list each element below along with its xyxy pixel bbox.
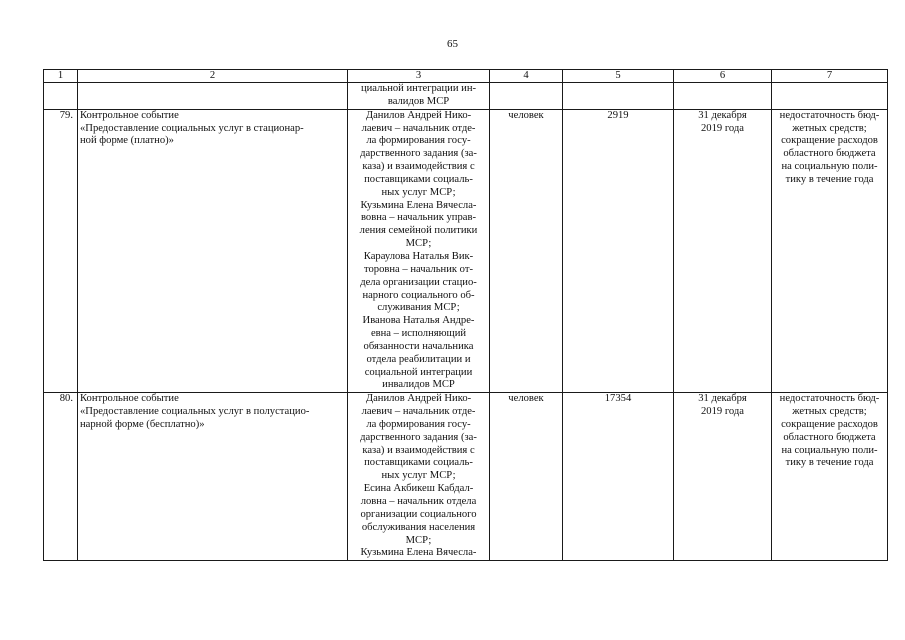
text-line: валидов МСР	[387, 95, 450, 107]
text-line: жетных средств;	[792, 122, 867, 134]
text-line: лаевич – начальник отде-	[361, 406, 476, 418]
text-line: сокращение расходов	[781, 135, 878, 147]
text-line: областного бюджета	[783, 148, 876, 160]
text-line: областного бюджета	[783, 431, 876, 443]
table-row	[44, 393, 888, 561]
text-line: организации социального	[360, 508, 477, 520]
document-table	[43, 69, 888, 561]
text-line: нарной форме (бесплатно)»	[80, 418, 205, 430]
text-line: дарственного задания (за-	[360, 431, 477, 443]
text-line: ла формирования госу-	[366, 135, 471, 147]
text-line: МСР;	[405, 238, 432, 250]
column-number: 7	[772, 70, 888, 83]
text-line: Иванова Наталья Андре-	[362, 315, 475, 327]
text-line: евна – исполняющий	[370, 328, 467, 340]
column-number: 4	[490, 70, 563, 83]
text-line: недостаточность бюд-	[779, 109, 880, 121]
text-line: Кузьмина Елена Вячесла-	[360, 199, 477, 211]
text-line: поставщиками социаль-	[364, 173, 473, 185]
text-line: на социальную поли-	[781, 161, 878, 173]
column-number: 3	[348, 70, 490, 83]
text-line: жетных средств;	[792, 406, 867, 418]
text-line: МСР;	[405, 534, 432, 546]
column-number: 1	[44, 70, 78, 83]
text-line: 31 декабря	[698, 109, 747, 121]
text-line: 2019 года	[700, 406, 744, 418]
text-line: обслуживания населения	[361, 521, 476, 533]
text-line: обязанности начальника	[363, 340, 474, 352]
table-row	[44, 109, 888, 393]
value: 17354	[563, 393, 674, 561]
continuation-responsible	[348, 83, 490, 110]
deadline	[674, 393, 772, 561]
column-number-row	[44, 70, 888, 83]
risks	[772, 393, 888, 561]
text-line: «Предоставление социальных услуг в полустацио-	[80, 406, 310, 418]
column-number: 2	[78, 70, 348, 83]
risks	[772, 109, 888, 393]
row-number: 80.	[44, 393, 78, 561]
deadline	[674, 109, 772, 393]
responsible-persons	[348, 109, 490, 393]
text-line: 2019 года	[700, 122, 744, 134]
text-line: недостаточность бюд-	[779, 393, 880, 405]
text-line: социальной интеграции	[364, 366, 473, 378]
control-event	[78, 393, 348, 561]
text-line: ла формирования госу-	[366, 418, 471, 430]
text-line: ных услуг МСР;	[381, 470, 456, 482]
text-line: Контрольное событие	[80, 393, 179, 405]
text-line: «Предоставление социальных услуг в стационар-	[80, 122, 304, 134]
row-number: 79.	[44, 109, 78, 393]
text-line: отдела реабилитации и	[366, 353, 471, 365]
value: 2919	[563, 109, 674, 393]
text-line: Караулова Наталья Вик-	[363, 250, 474, 262]
column-number: 5	[563, 70, 674, 83]
text-line: каза) и взаимодействия с	[362, 161, 475, 173]
text-line: Контрольное событие	[80, 109, 179, 121]
text-line: служивания МСР;	[377, 302, 460, 314]
control-event	[78, 109, 348, 393]
text-line: инвалидов МСР	[382, 379, 455, 391]
unit: человек	[490, 393, 563, 561]
text-line: ных услуг МСР;	[381, 186, 456, 198]
text-line: 31 декабря	[698, 393, 747, 405]
text-line: сокращение расходов	[781, 418, 878, 430]
text-line: тику в течение года	[785, 173, 874, 185]
text-line: Данилов Андрей Нико-	[365, 393, 472, 405]
responsible-persons	[348, 393, 490, 561]
column-number: 6	[674, 70, 772, 83]
text-line: Кузьмина Елена Вячесла-	[360, 547, 477, 559]
unit: человек	[490, 109, 563, 393]
text-line: тику в течение года	[785, 457, 874, 469]
text-line: Есина Акбикеш Кабдал-	[363, 483, 474, 495]
page-number: 65	[447, 38, 458, 50]
text-line: ления семейной политики	[359, 225, 478, 237]
text-line: поставщиками социаль-	[364, 457, 473, 469]
text-line: дарственного задания (за-	[360, 148, 477, 160]
text-line: вовна – начальник управ-	[360, 212, 476, 224]
text-line: Данилов Андрей Нико-	[365, 109, 472, 121]
text-line: каза) и взаимодействия с	[362, 444, 475, 456]
text-line: на социальную поли-	[781, 444, 878, 456]
text-line: нарного социального об-	[362, 289, 475, 301]
text-line: лаевич – начальник отде-	[361, 122, 476, 134]
text-line: ловна – начальник отдела	[360, 496, 477, 507]
continuation-row	[44, 83, 888, 110]
text-line: торовна – начальник от-	[364, 263, 473, 275]
text-line: ной форме (платно)»	[80, 135, 174, 147]
text-line: циальной интеграции ин-	[360, 83, 477, 94]
text-line: дела организации стацио-	[360, 276, 477, 288]
